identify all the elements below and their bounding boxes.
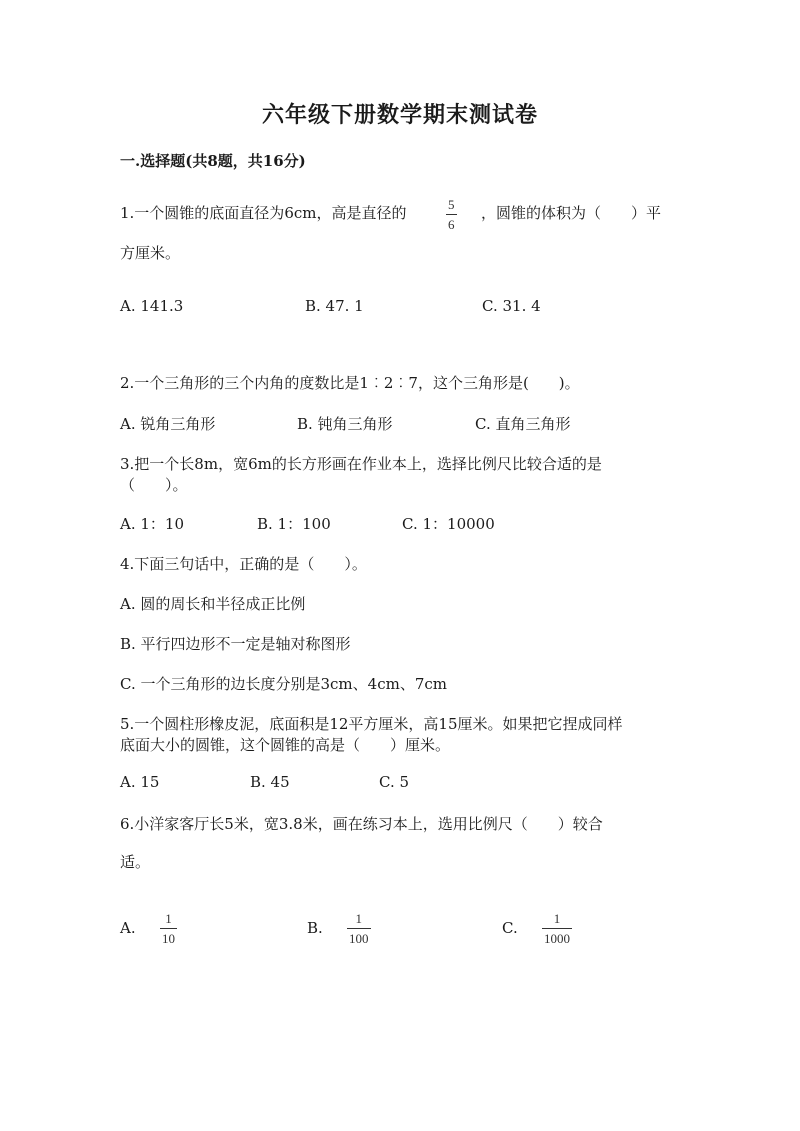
- option-c: C. 31. 4: [482, 297, 541, 315]
- fraction-numerator: 1: [355, 911, 362, 926]
- option-c: C. 1：10000: [402, 515, 495, 533]
- option-c-fraction: [542, 912, 572, 945]
- fraction-numerator: 5: [448, 197, 455, 212]
- option-b-fraction: [347, 912, 371, 945]
- option-a-label: A.: [120, 919, 136, 937]
- question-1-fraction: [446, 198, 457, 231]
- fraction-numerator: 1: [165, 911, 172, 926]
- fraction-denominator: 10: [162, 931, 175, 946]
- option-a: A. 15: [120, 773, 160, 791]
- question-3-text: 3.把一个长8m，宽6m的长方形画在作业本上，选择比例尺比较合适的是: [120, 455, 602, 473]
- question-5-text-wrap: 底面大小的圆锥，这个圆锥的高是（ ）厘米。: [120, 736, 451, 754]
- question-3-text-wrap: （ ）。: [120, 476, 188, 494]
- option-c: C. 一个三角形的边长度分别是3cm、4cm、7cm: [120, 675, 447, 693]
- fraction-denominator: 6: [448, 217, 455, 232]
- option-a: A. 141.3: [120, 297, 184, 315]
- fraction-denominator: 100: [349, 931, 369, 946]
- section-heading: 一.选择题(共8题，共16分): [120, 152, 306, 170]
- question-2-text: 2.一个三角形的三个内角的度数比是1︰2︰7，这个三角形是( )。: [120, 374, 580, 392]
- option-b: B. 45: [250, 773, 290, 791]
- option-a-fraction: [160, 912, 177, 945]
- page-title: 六年级下册数学期末测试卷: [261, 102, 538, 128]
- option-c-label: C.: [502, 919, 518, 937]
- question-4-text: 4.下面三句话中，正确的是（ ）。: [120, 555, 367, 573]
- fraction-numerator: 1: [553, 911, 561, 926]
- option-a: A. 圆的周长和半径成正比例: [120, 595, 306, 613]
- question-5-text: 5.一个圆柱形橡皮泥，底面积是12平方厘米，高15厘米。如果把它捏成同样: [120, 715, 623, 733]
- question-1-text-cont: ，圆锥的体积为（ ）平: [481, 204, 662, 222]
- option-c: C. 5: [379, 773, 410, 791]
- option-a: A. 锐角三角形: [120, 415, 216, 433]
- question-1-text: 1.一个圆锥的底面直径为6cm，高是直径的: [120, 204, 407, 222]
- question-6-text-wrap: 适。: [120, 853, 151, 871]
- fraction-denominator: 1000: [544, 931, 570, 946]
- option-b-label: B.: [307, 919, 323, 937]
- question-1-text-wrap: 方厘米。: [120, 244, 181, 262]
- option-b: B. 平行四边形不一定是轴对称图形: [120, 635, 351, 653]
- option-a: A. 1：10: [120, 515, 184, 533]
- question-6-text: 6.小洋家客厅长5米，宽3.8米，画在练习本上，选用比例尺（ ）较合: [120, 815, 603, 833]
- option-b: B. 47. 1: [305, 297, 364, 315]
- option-b: B. 钝角三角形: [297, 415, 393, 433]
- option-c: C. 直角三角形: [475, 415, 571, 433]
- option-b: B. 1：100: [257, 515, 331, 533]
